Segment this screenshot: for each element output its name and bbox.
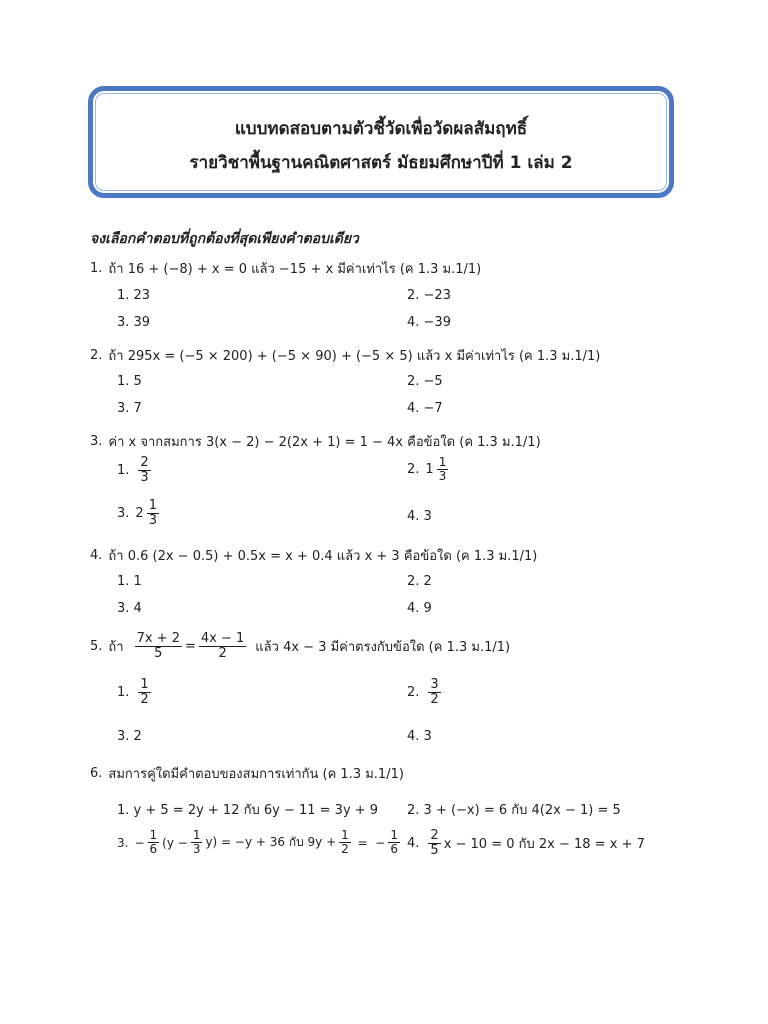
q1-option-2[interactable]: 2. −23 <box>407 288 451 303</box>
equals-sign: = <box>184 639 196 655</box>
q2-option-3[interactable]: 3. 7 <box>117 401 142 416</box>
question-1 <box>90 258 481 279</box>
expression-part: (y − <box>162 835 188 850</box>
q5-option-4[interactable]: 4. 3 <box>407 729 432 744</box>
numerator: 1 <box>192 828 201 842</box>
question-text: ถ้า 0.6 (2x − 0.5) + 0.5x = x + 0.4 แล้ว x + 3 คือข้อใด (ค 1.3 ม.1/1) <box>108 549 538 564</box>
q3-option-3[interactable] <box>117 499 162 529</box>
title-box <box>88 86 674 198</box>
denominator: 6 <box>390 842 398 857</box>
numerator: 1 <box>149 828 158 842</box>
denominator: 3 <box>148 513 157 529</box>
numerator: 2 <box>430 828 439 843</box>
option-number: 1. <box>117 685 130 701</box>
fraction <box>148 829 160 856</box>
fraction <box>138 456 150 486</box>
denominator: 6 <box>149 842 158 857</box>
option-number: 2. <box>407 685 420 701</box>
option-number: 1. <box>117 463 130 479</box>
fraction <box>147 499 159 529</box>
denominator: 3 <box>140 470 149 486</box>
denominator: 2 <box>218 646 227 662</box>
instruction: จงเลือกคำตอบที่ถูกต้องที่สุดเพียงคำตอบเดียว <box>90 231 359 247</box>
denominator: 5 <box>154 646 163 662</box>
question-number: 1. <box>90 261 103 276</box>
numerator: 1 <box>390 828 398 842</box>
denominator: 3 <box>192 842 201 857</box>
page-title: แบบทดสอบตามตัวชี้วัดเพื่อวัดผลสัมฤทธิ์ <box>234 119 528 139</box>
question-3 <box>90 431 541 452</box>
question-number: 2. <box>90 348 103 363</box>
question-text: สมการคู่ใดมีคำตอบของสมการเท่ากัน (ค 1.3 ม.1/1) <box>108 767 404 782</box>
numerator: 1 <box>438 455 447 469</box>
fraction <box>428 678 440 708</box>
q5-option-2[interactable] <box>407 678 444 708</box>
numerator: 1 <box>148 498 157 513</box>
q1-option-1[interactable]: 1. 23 <box>117 288 151 303</box>
q2-option-1[interactable]: 1. 5 <box>117 374 142 389</box>
numerator: 3 <box>430 677 439 692</box>
question-number: 3. <box>90 434 103 449</box>
whole-number: 1 <box>425 462 434 478</box>
q4-option-3[interactable]: 3. 4 <box>117 601 142 616</box>
q1-option-3[interactable]: 3. 39 <box>117 315 151 330</box>
denominator: 2 <box>140 692 149 708</box>
question-number: 6. <box>90 766 103 781</box>
question-number: 5. <box>90 639 103 655</box>
denominator: 2 <box>430 692 439 708</box>
q3-option-2[interactable] <box>407 456 451 483</box>
q3-option-1[interactable] <box>117 456 154 486</box>
numerator: 2 <box>140 455 149 470</box>
q2-option-4[interactable]: 4. −7 <box>407 401 443 416</box>
question-5 <box>90 632 510 662</box>
q1-option-4[interactable]: 4. −39 <box>407 315 451 330</box>
whole-number: 2 <box>135 506 144 522</box>
q5-option-1[interactable] <box>117 678 154 708</box>
denominator: 5 <box>430 843 439 859</box>
fraction <box>199 632 246 662</box>
denominator: 3 <box>438 469 447 484</box>
question-text: ค่า x จากสมการ 3(x − 2) − 2(2x + 1) = 1 − 4x คือข้อใด (ค 1.3 ม.1/1) <box>108 435 541 450</box>
q4-option-1[interactable]: 1. 1 <box>117 574 142 589</box>
fraction <box>191 829 203 856</box>
question-text: ถ้า 295x = (−5 × 200) + (−5 × 90) + (−5 × 5) แล้ว x มีค่าเท่าไร (ค 1.3 ม.1/1) <box>108 349 601 364</box>
q6-option-2[interactable]: 2. 3 + (−x) = 6 กับ 4(2x − 1) = 5 <box>407 803 621 818</box>
fraction <box>388 829 400 856</box>
question-6 <box>90 763 404 784</box>
question-text: แล้ว 4x − 3 มีค่าตรงกับข้อใด (ค 1.3 ม.1/1) <box>255 640 511 656</box>
expression-part: − <box>134 835 145 850</box>
q3-option-4[interactable]: 4. 3 <box>407 509 432 524</box>
numerator: 1 <box>140 677 149 692</box>
fraction <box>437 456 449 483</box>
option-number: 4. <box>407 836 420 852</box>
question-text: ถ้า 16 + (−8) + x = 0 แล้ว −15 + x มีค่าเท่าไร (ค 1.3 ม.1/1) <box>108 262 482 277</box>
expression-part: y) = −y + 36 กับ 9y + <box>205 835 337 850</box>
numerator: 4x − 1 <box>200 631 245 646</box>
question-number: 4. <box>90 548 103 563</box>
page-subtitle: รายวิชาพื้นฐานคณิตศาสตร์ มัธยมศึกษาปีที่ 1 เล่ม 2 <box>189 153 573 173</box>
q2-option-2[interactable]: 2. −5 <box>407 374 443 389</box>
question-text: ถ้า <box>108 640 124 656</box>
question-4 <box>90 545 537 566</box>
fraction <box>339 829 351 856</box>
option-number: 2. <box>407 462 420 478</box>
expression-part: x − 10 = 0 กับ 2x − 18 = x + 7 <box>443 837 645 853</box>
option-number: 3. <box>117 506 130 522</box>
denominator: 2 <box>341 842 349 857</box>
q6-option-3[interactable] <box>117 829 403 856</box>
q5-option-3[interactable]: 3. 2 <box>117 729 142 744</box>
q6-option-1[interactable]: 1. y + 5 = 2y + 12 กับ 6y − 11 = 3y + 9 <box>117 803 379 818</box>
q4-option-2[interactable]: 2. 2 <box>407 574 432 589</box>
question-2 <box>90 345 600 366</box>
numerator: 1 <box>341 828 349 842</box>
q6-option-4[interactable] <box>407 829 645 859</box>
expression-part: = − <box>353 835 386 850</box>
q4-option-4[interactable]: 4. 9 <box>407 601 432 616</box>
option-number: 3. <box>117 835 129 850</box>
fraction <box>135 632 182 662</box>
fraction <box>428 829 440 859</box>
numerator: 7x + 2 <box>136 631 180 646</box>
fraction <box>138 678 150 708</box>
